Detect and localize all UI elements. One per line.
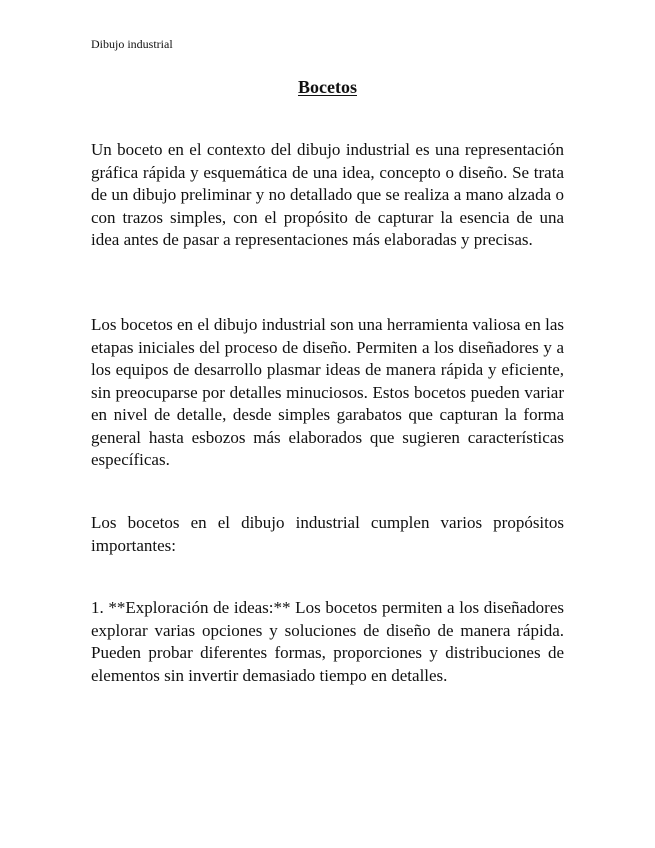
paragraph-purposes-intro: Los bocetos en el dibujo industrial cumplen varios propósitos importantes: [91, 513, 564, 555]
paragraph-utility: Los bocetos en el dibujo industrial son una herramienta valiosa en las etapas iniciales del proceso de diseño. Permiten a los diseñadores y a los equipos de desarrollo plasmar ideas de manera rápida y eficiente, sin preocuparse por detalles minuciosos. Estos bocetos pueden variar en nivel de detalle, desde simples garabatos que capturan la forma general hasta esbozos más elaborados que sugieren características específicas. [91, 315, 564, 469]
running-header: Dibujo industrial [91, 37, 173, 51]
paragraph-list-item-1: 1. **Exploración de ideas:** Los bocetos permiten a los diseñadores explorar varias opciones y soluciones de diseño de manera rápida. Pueden probar diferentes formas, proporciones y distribuciones de elementos sin invertir demasiado tiempo en detalles. [91, 598, 564, 685]
page-title: Bocetos [298, 77, 357, 97]
paragraph-definition: Un boceto en el contexto del dibujo industrial es una representación gráfica rápida y esquemática de una idea, concepto o diseño. Se trata de un dibujo preliminar y no detallado que se realiza a mano alzada o con trazos simples, con el propósito de capturar la esencia de una idea antes de pasar a representaciones más elaboradas y precisas. [91, 140, 564, 249]
